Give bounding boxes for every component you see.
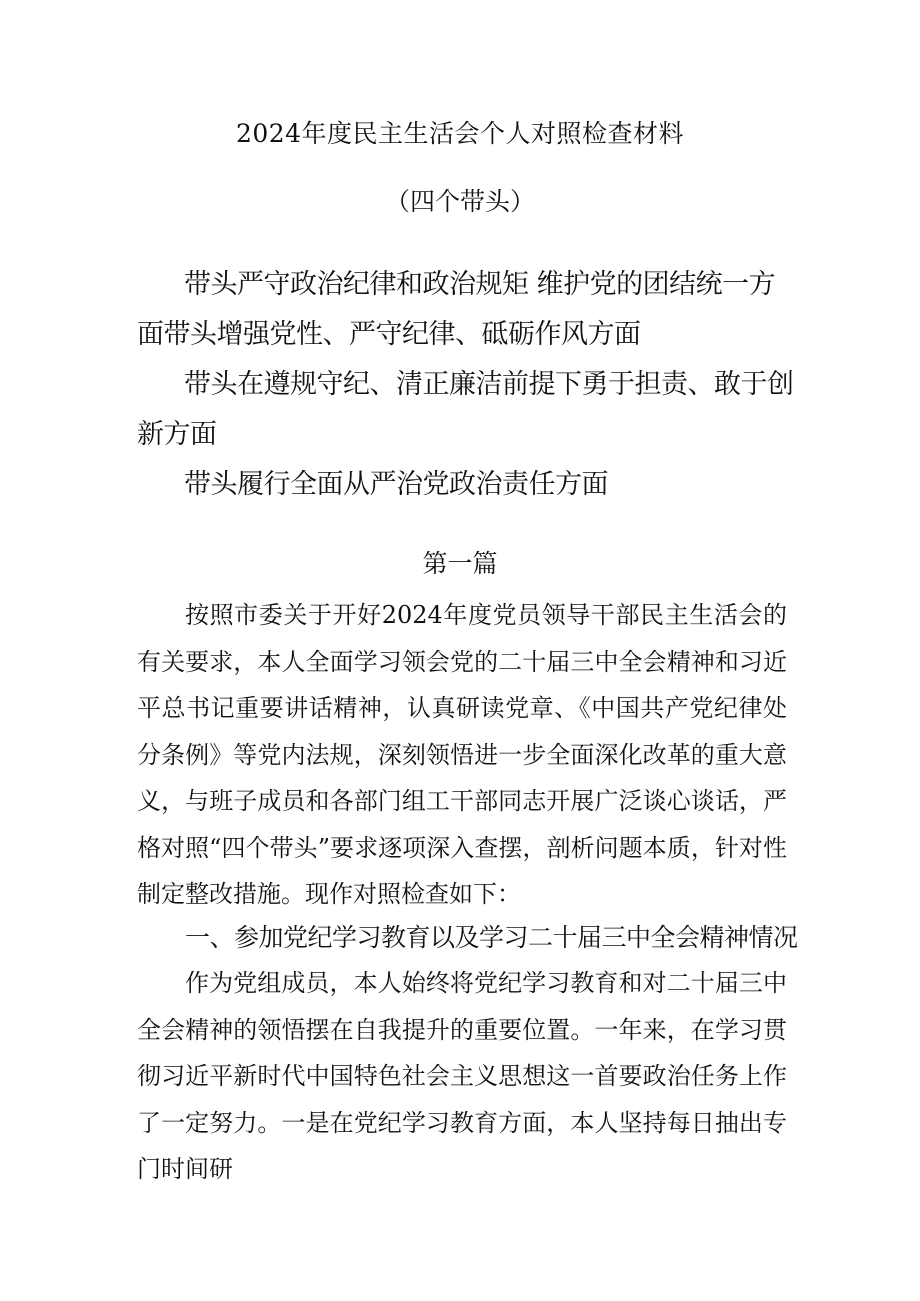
heading-item: 带头严守政治纪律和政治规矩 维护党的团结统一方面带头增强党性、严守纪律、砥砺作风方面: [137, 269, 776, 350]
body-paragraph: 按照市委关于开好2024年度党员领导干部民主生活会的有关要求，本人全面学习领会党的二十届三中全会精神和习近平总书记重要讲话精神，认真研读党章、《中国共产党纪律处分条例》等党内法规，深刻领悟进一步全面深化改革的重大意义，与班子成员和各部门组工干部同志开展广泛谈心谈话，严格对照“四个带头”要求逐项深入查摆，剖析问题本质，针对性制定整改措施。现作对照检查如下：: [137, 601, 787, 908]
heading-item: 带头履行全面从严治党政治责任方面: [184, 469, 608, 500]
subheading: 一、参加党纪学习教育以及学习二十届三中全会精神情况: [185, 923, 798, 952]
body-paragraph: 作为党组成员，本人始终将党纪学习教育和对二十届三中全会精神的领悟摆在自我提升的重要位置。一年来，在学习贯彻习近平新时代中国特色社会主义思想这一首要政治任务上作了一定努力。一是在党纪学习教育方面，本人坚持每日抽出专门时间研: [137, 969, 787, 1183]
document-title: 2024年度民主生活会个人对照检查材料: [235, 119, 685, 148]
heading-item: 带头在遵规守纪、清正廉洁前提下勇于担责、敢于创新方面: [137, 369, 794, 450]
section-title: 第一篇: [422, 549, 498, 578]
document-subtitle: （四个带头）: [384, 187, 535, 216]
heading-list: [137, 260, 797, 510]
